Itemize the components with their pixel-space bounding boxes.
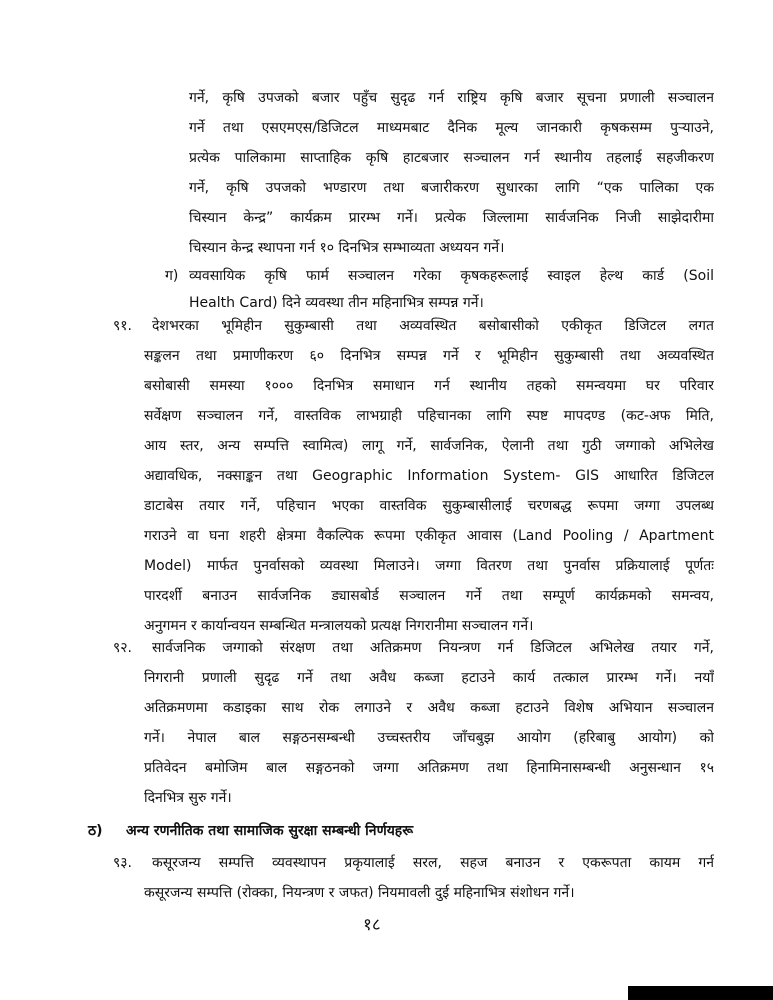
text-line: चिस्यान केन्द्र” कार्यक्रम प्रारम्भ गर्ने। प्रत्येक जिल्लामा सार्वजनिक निजी साझेदारीमा (189, 210, 714, 226)
text-line: Health Card) दिने व्यवस्था तीन महिनाभित्र सम्पन्न गर्ने। (189, 295, 484, 311)
text-line: प्रतिवेदन बमोजिम बाल सङ्गठनको जग्गा अतिक्रमण तथा हिनामिनासम्बन्धी अनुसन्धान १५ (144, 760, 714, 776)
item-number: ९१. (113, 318, 133, 334)
item-marker: ग) (165, 268, 179, 284)
text-line: गर्ने। नेपाल बाल सङ्गठनसम्बन्धी उच्चस्तरीय जाँचबुझ आयोग (हरिबाबु आयोग) को (144, 730, 714, 746)
text-line: गर्ने, कृषि उपजको भण्डारण तथा बजारीकरण सुधारका लागि “एक पालिका एक (189, 180, 714, 196)
text-line: बसोबासी समस्या १००० दिनभित्र समाधान गर्न स्थानीय तहको समन्वयमा घर परिवार (144, 378, 714, 394)
section-title: अन्य रणनीतिक तथा सामाजिक सुरक्षा सम्बन्धी निर्णयहरू (126, 823, 414, 839)
text-line: व्यवसायिक कृषि फार्म सञ्चालन गरेका कृषकहरूलाई स्वाइल हेल्थ कार्ड (Soil (189, 268, 714, 284)
section-marker: ठ) (88, 823, 103, 839)
text-line: कसूरजन्य सम्पत्ति (रोक्का, नियन्त्रण र जफत) नियमावली दुई महिनाभित्र संशोधन गर्ने। (144, 885, 575, 901)
text-line: सर्वेक्षण सञ्चालन गर्ने, वास्तविक लाभग्राही पहिचानका लागि स्पष्ट मापदण्ड (कट-अफ मिति, (144, 408, 714, 424)
text-line: Model) मार्फत पुनर्वासको व्यवस्था मिलाउने। जग्गा वितरण तथा पुनर्वास प्रक्रियालाई पूर्णतः (144, 558, 714, 574)
text-line: गर्ने, कृषि उपजको बजार पहुँच सुदृढ गर्न राष्ट्रिय कृषि बजार सूचना प्रणाली सञ्चालन (189, 90, 714, 106)
page-number: १८ (363, 915, 381, 935)
text-line: निगरानी प्रणाली सुदृढ गर्ने तथा अवैध कब्जा हटाउने कार्य तत्काल प्रारम्भ गर्ने। नयाँ (144, 670, 714, 686)
text-line: डाटाबेस तयार गर्ने, पहिचान भएका वास्तविक सुकुम्बासीलाई चरणबद्ध रूपमा जग्गा उपलब्ध (144, 498, 714, 514)
text-line: गराउने वा घना शहरी क्षेत्रमा वैकल्पिक रूपमा एकीकृत आवास (Land Pooling / Apartment (144, 528, 714, 544)
text-line: अद्यावधिक, नक्साङ्कन तथा Geographic Information System- GIS आधारित डिजिटल (144, 468, 714, 484)
item-number: ९३. (113, 855, 133, 871)
text-line: प्रत्येक पालिकामा साप्ताहिक कृषि हाटबजार सञ्चालन गर्न स्थानीय तहलाई सहजीकरण (189, 150, 714, 166)
text-line: पारदर्शी बनाउन सार्वजनिक ड्यासबोर्ड सञ्चालन गर्ने तथा सम्पूर्ण कार्यक्रमको समन्वय, (144, 588, 714, 604)
item-number: ९२. (113, 640, 133, 656)
text-line: अनुगमन र कार्यान्वयन सम्बन्धित मन्त्रालयको प्रत्यक्ष निगरानीमा सञ्चालन गर्ने। (144, 618, 534, 634)
text-line: कसूरजन्य सम्पत्ति व्यवस्थापन प्रकृयालाई सरल, सहज बनाउन र एकरूपता कायम गर्न (152, 855, 714, 871)
text-line: देशभरका भूमिहीन सुकुम्बासी तथा अव्यवस्थित बसोबासीको एकीकृत डिजिटल लगत (152, 318, 714, 334)
text-line: दिनभित्र सुरु गर्ने। (144, 790, 232, 806)
text-line: सङ्कलन तथा प्रमाणीकरण ६० दिनभित्र सम्पन्न गर्ने र भूमिहीन सुकुम्बासी तथा अव्यवस्थित (144, 348, 714, 364)
text-line: चिस्यान केन्द्र स्थापना गर्न १० दिनभित्र सम्भाव्यता अध्ययन गर्ने। (189, 240, 505, 256)
text-line: आय स्तर, अन्य सम्पत्ति स्वामित्व) लागू गर्ने, सार्वजनिक, ऐलानी तथा गुठी जग्गाको अभिलेख (144, 438, 714, 454)
text-line: सार्वजनिक जग्गाको संरक्षण तथा अतिक्रमण नियन्त्रण गर्न डिजिटल अभिलेख तयार गर्ने, (152, 640, 714, 656)
text-line: अतिक्रमणमा कडाइका साथ रोक लगाउने र अवैध कब्जा हटाउने विशेष अभियान सञ्चालन (144, 700, 714, 716)
corner-bar (628, 986, 773, 1000)
text-line: गर्ने तथा एसएमएस/डिजिटल माध्यमबाट दैनिक मूल्य जानकारी कृषकसम्म पुऱ्याउने, (189, 120, 714, 136)
